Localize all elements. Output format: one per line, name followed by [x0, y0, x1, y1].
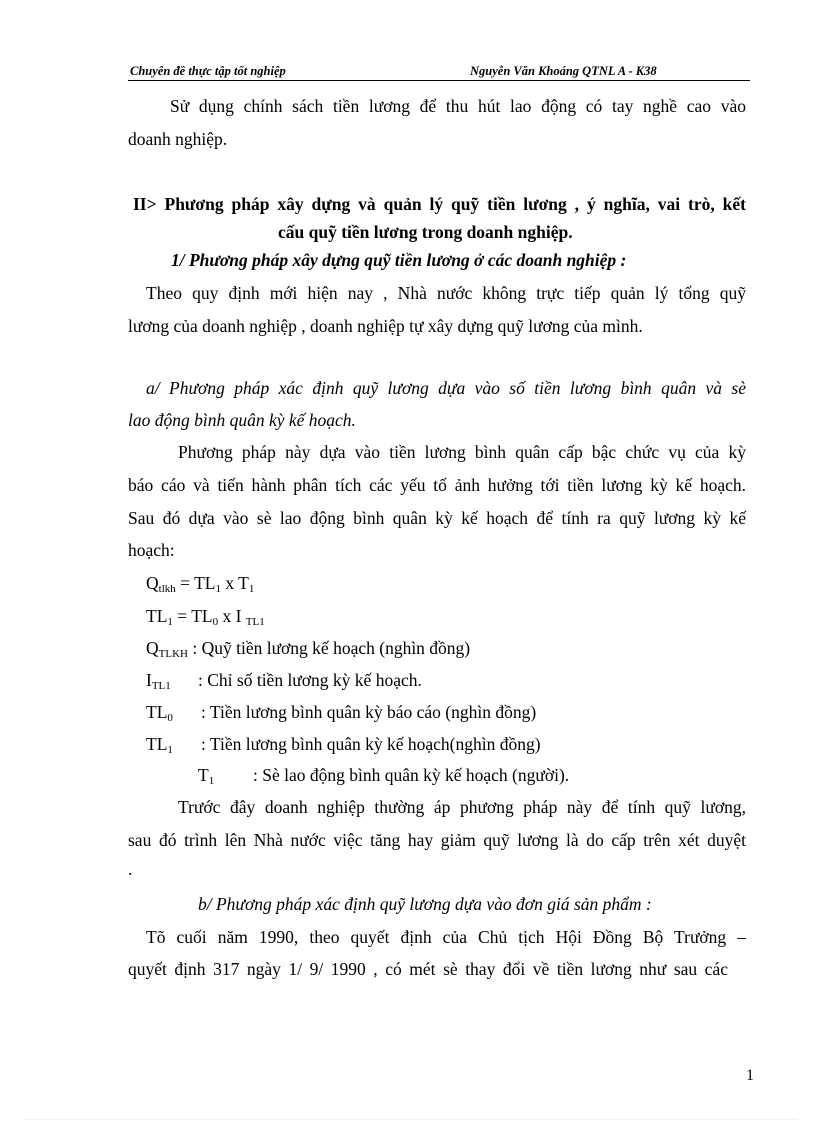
paragraph-line: Theo quy định mới hiện nay , Nhà nước không trực tiếp quản lý tổng quỹ	[146, 283, 746, 303]
formula-tl1: $TL_1 = TL_0$ x I $_{TL1}$	[146, 606, 265, 628]
subsection-title: a/ Phương pháp xác định quỹ lương dựa vào số tiền lương bình quân và sè	[146, 378, 746, 398]
paragraph-line: doanh nghiệp.	[128, 129, 228, 149]
definition-itl1: $I_{TL1}$ : Chỉ số tiền lương kỳ kế hoạch.	[146, 670, 422, 692]
paragraph-line: Sử dụng chính sách tiền lương để thu hút lao động có tay nghề cao vào	[170, 96, 746, 116]
paragraph-line: báo cáo và tiến hành phân tích các yếu tố ảnh hưởng tới tiền lương kỳ kế hoạch.	[128, 475, 746, 495]
paragraph-line: hoạch:	[128, 540, 175, 560]
subsection-heading: 1/ Phương pháp xây dựng quỹ tiền lương ở các doanh nghiệp :	[171, 250, 627, 270]
page-bottom-divider	[26, 1119, 796, 1120]
paragraph-line: Sau đó dựa vào sè lao động bình quân kỳ kế hoạch để tính ra quỹ lương kỳ kế	[128, 508, 746, 528]
header-right: Nguyễn Văn Khoáng QTNL A - K38	[470, 64, 657, 78]
paragraph-line: lương của doanh nghiệp , doanh nghiệp tự xây dựng quỹ lương của mình.	[128, 316, 643, 336]
definition-tl0: $TL_0$ : Tiền lương bình quân kỳ báo cáo (nghìn đồng)	[146, 702, 537, 724]
header-left: Chuyên đề thực tập tốt nghiệp	[130, 64, 286, 78]
formula-qtlkh: $Q_{tlkh} = TL_1$ x $T_1$	[146, 573, 255, 595]
page-number: 1	[746, 1067, 754, 1084]
paragraph-line: Tõ cuối năm 1990, theo quyết định của Chủ tịch Hội Đồng Bộ Trưởng –	[146, 927, 746, 947]
paragraph-line: Phương pháp này dựa vào tiền lương bình quân cấp bậc chức vụ của kỳ	[178, 442, 746, 462]
subsection-title: b/ Phương pháp xác định quỹ lương dựa vào đơn giá sản phẩm :	[198, 894, 652, 914]
paragraph-line: quyết định 317 ngày 1/ 9/ 1990 , có mét sè thay đổi về tiền lương như sau các	[128, 959, 728, 979]
subsection-title: lao động bình quân kỳ kế hoạch.	[128, 410, 356, 430]
paragraph-line: .	[128, 859, 133, 879]
section-heading: II> Phương pháp xây dựng và quản lý quỹ tiền lương , ý nghĩa, vai trò, kết	[133, 194, 746, 214]
definition-tl1: $TL_1$ : Tiền lương bình quân kỳ kế hoạch(nghìn đồng)	[146, 734, 541, 756]
definition-t1: $T_1$ : Sè lao động bình quân kỳ kế hoạch (người).	[198, 765, 570, 787]
definition-qtlkh: $Q_{TLKH}$ : Quỹ tiền lương kế hoạch (nghìn đồng)	[146, 638, 471, 660]
header-divider	[128, 80, 750, 81]
paragraph-line: Trước đây doanh nghiệp thường áp phương pháp này để tính quỹ lương,	[178, 797, 746, 817]
section-heading: cấu quỹ tiền lương trong doanh nghiệp.	[278, 222, 573, 242]
paragraph-line: sau đó trình lên Nhà nước việc tăng hay giảm quỹ lương là do cấp trên xét duyệt	[128, 830, 746, 850]
